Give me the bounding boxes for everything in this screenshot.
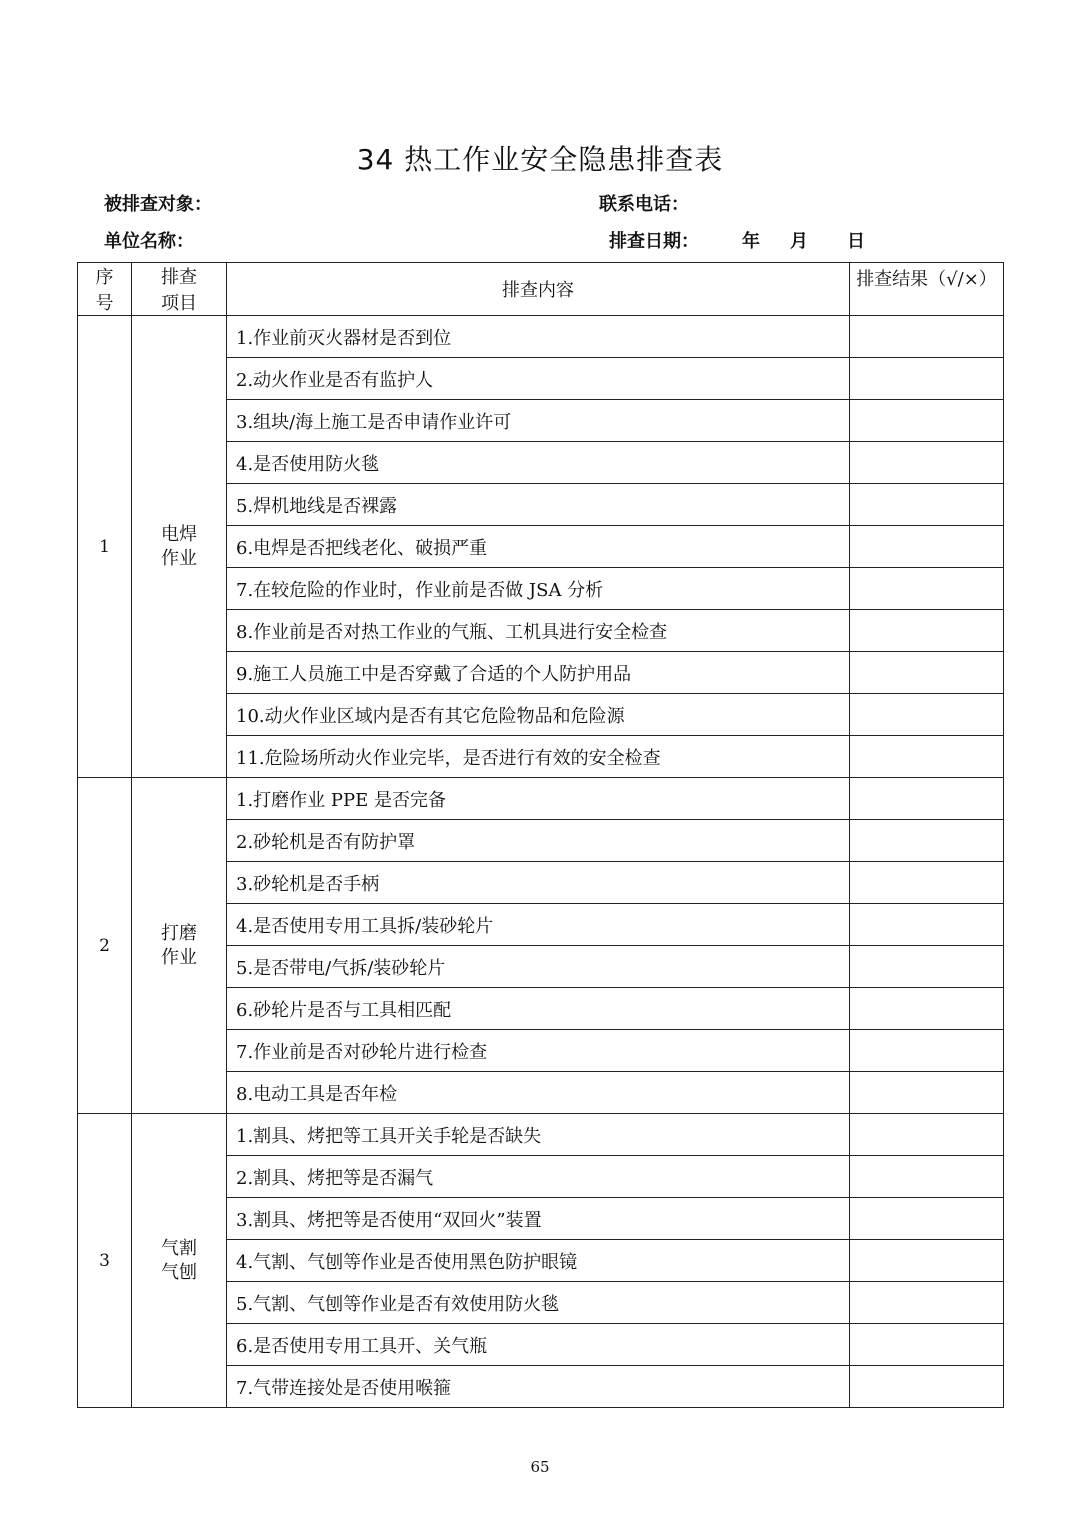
result-cell[interactable] [850,904,1004,946]
check-item: 3.割具、烤把等是否使用“双回火”装置 [227,1198,850,1240]
result-cell[interactable] [850,736,1004,778]
date-year: 年 [742,231,760,252]
check-item: 4.是否使用防火毯 [227,442,850,484]
check-item: 4.气割、气刨等作业是否使用黑色防护眼镜 [227,1240,850,1282]
check-item: 7.在较危险的作业时，作业前是否做 JSA 分析 [227,568,850,610]
date-day: 日 [847,231,865,252]
check-item: 3.组块/海上施工是否申请作业许可 [227,400,850,442]
result-cell[interactable] [850,526,1004,568]
inspection-table [77,262,1004,1408]
date-month: 月 [790,231,808,252]
table-body [78,316,1004,1408]
header-content: 排查内容 [227,263,850,316]
group-category-line2: 作业 [161,946,197,968]
result-cell[interactable] [850,820,1004,862]
result-cell[interactable] [850,694,1004,736]
check-item: 6.电焊是否把线老化、破损严重 [227,526,850,568]
check-item: 5.气割、气刨等作业是否有效使用防火毯 [227,1282,850,1324]
result-cell[interactable] [850,1240,1004,1282]
check-item: 9.施工人员施工中是否穿戴了合适的个人防护用品 [227,652,850,694]
check-item: 8.电动工具是否年检 [227,1072,850,1114]
header-no [78,263,132,316]
result-cell[interactable] [850,988,1004,1030]
result-cell[interactable] [850,568,1004,610]
group-category-line1: 打磨 [161,922,197,944]
check-item: 7.气带连接处是否使用喉箍 [227,1366,850,1408]
check-item: 2.动火作业是否有监护人 [227,358,850,400]
group-category [132,316,227,778]
target-label: 被排查对象： [104,194,212,215]
result-cell[interactable] [850,778,1004,820]
header-no-line2: 号 [95,293,114,314]
phone-label: 联系电话： [599,194,689,215]
check-item: 1.割具、烤把等工具开关手轮是否缺失 [227,1114,850,1156]
group-number: 3 [78,1114,132,1408]
result-cell[interactable] [850,442,1004,484]
group-category-line2: 气刨 [161,1261,197,1283]
group-category-line2: 作业 [161,547,197,569]
header-category-line1: 排查 [161,267,197,288]
table-row [78,778,1004,820]
group-category [132,1114,227,1408]
result-cell[interactable] [850,1072,1004,1114]
check-item: 4.是否使用专用工具拆/装砂轮片 [227,904,850,946]
check-item: 1.作业前灭火器材是否到位 [227,316,850,358]
result-cell[interactable] [850,1282,1004,1324]
result-cell[interactable] [850,1366,1004,1408]
table-row [78,316,1004,358]
result-cell[interactable] [850,358,1004,400]
table-row [78,1114,1004,1156]
header-category-line2: 项目 [161,293,197,314]
result-cell[interactable] [850,1114,1004,1156]
result-cell[interactable] [850,316,1004,358]
check-item: 5.是否带电/气拆/装砂轮片 [227,946,850,988]
unit-label: 单位名称： [104,231,194,252]
header-result: 排查结果（√/×） [850,263,1004,316]
group-number: 1 [78,316,132,778]
check-item: 6.是否使用专用工具开、关气瓶 [227,1324,850,1366]
check-item: 5.焊机地线是否裸露 [227,484,850,526]
check-item: 11.危险场所动火作业完毕，是否进行有效的安全检查 [227,736,850,778]
group-category-line1: 气割 [161,1237,197,1259]
result-cell[interactable] [850,610,1004,652]
result-cell[interactable] [850,1156,1004,1198]
group-category-line1: 电焊 [161,523,197,545]
table-header-row [78,263,1004,316]
result-cell[interactable] [850,1030,1004,1072]
group-number: 2 [78,778,132,1114]
page-title: 34 热工作业安全隐患排查表 [356,143,724,176]
page-number: 65 [530,1458,550,1476]
check-item: 1.打磨作业 PPE 是否完备 [227,778,850,820]
check-item: 7.作业前是否对砂轮片进行检查 [227,1030,850,1072]
check-item: 3.砂轮机是否手柄 [227,862,850,904]
check-item: 8.作业前是否对热工作业的气瓶、工机具进行安全检查 [227,610,850,652]
result-cell[interactable] [850,946,1004,988]
header-no-line1: 序 [95,267,114,288]
check-item: 10.动火作业区域内是否有其它危险物品和危险源 [227,694,850,736]
date-label: 排查日期： [609,231,699,252]
result-cell[interactable] [850,652,1004,694]
header-category [132,263,227,316]
result-cell[interactable] [850,862,1004,904]
result-cell[interactable] [850,484,1004,526]
result-cell[interactable] [850,400,1004,442]
check-item: 6.砂轮片是否与工具相匹配 [227,988,850,1030]
check-item: 2.砂轮机是否有防护罩 [227,820,850,862]
result-cell[interactable] [850,1198,1004,1240]
check-item: 2.割具、烤把等是否漏气 [227,1156,850,1198]
result-cell[interactable] [850,1324,1004,1366]
group-category [132,778,227,1114]
